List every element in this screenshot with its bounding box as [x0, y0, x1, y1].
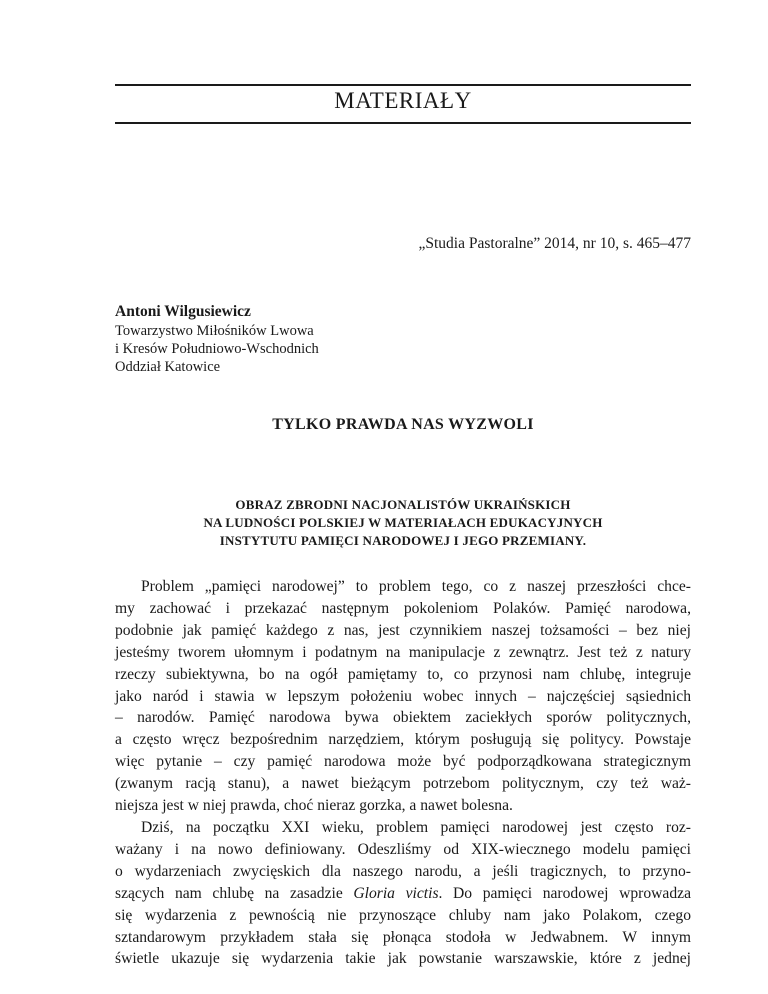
body-line: podobnie jak pamięć każdego z nas, jest czynnikiem naszej tożsamości – bez niej: [115, 621, 691, 639]
body-line: a często wręcz bezpośrednim narzędziem, którym posługują się politycy. Powstaje: [115, 731, 691, 749]
body-line: o wydarzeniach zwycięskich dla naszego narodu, a jeśli tragicznych, to przyno-: [115, 862, 691, 880]
section-title: MATERIAŁY: [334, 88, 472, 113]
body-line: jako naród i stawia w lepszym położeniu wobec innych – najczęściej sąsiednich: [115, 687, 691, 705]
author-block: [115, 302, 319, 376]
body-line: jesteśmy tworem ułomnym i podatnym na manipulacje z zewnątrz. Jest też z natury: [115, 643, 691, 661]
body-line: – narodów. Pamięć narodowa bywa obiektem zaciekłych sporów politycznych,: [115, 709, 691, 727]
subtitle-line: INSTYTUTU PAMIĘCI NARODOWEJ I JEGO PRZEMIANY.: [219, 533, 587, 548]
affiliation-line: i Kresów Południowo-Wschodnich: [115, 341, 319, 357]
body-line: Problem „pamięci narodowej” to problem tego, co z naszej przeszłości chce-: [141, 578, 691, 595]
body-fragment: [115, 885, 691, 902]
body-line-part: szących nam chlubę na zasadzie: [115, 884, 354, 902]
body-line: się wydarzenia z pewnością nie przynoszące chluby nam jako Polakom, czego: [115, 906, 691, 924]
body-line: sztandarowym przykładem stała się płonąca stodoła w Jedwabnem. W innym: [115, 928, 691, 946]
subtitle-line: OBRAZ ZBRODNI NACJONALISTÓW UKRAIŃSKICH: [235, 497, 571, 512]
affiliation-line: Oddział Katowice: [115, 359, 221, 375]
body-line: rzeczy subiektywna, bo na ogół pamiętamy to, co przynosi nam chlubę, integruje: [115, 665, 691, 683]
journal-citation: „Studia Pastoralne” 2014, nr 10, s. 465–477: [418, 235, 691, 252]
subtitle-line: NA LUDNOŚCI POLSKIEJ W MATERIAŁACH EDUKACYJNYCH: [203, 515, 603, 530]
body-line-mixed: [115, 883, 691, 905]
article-subtitle: [115, 496, 691, 550]
author-name: Antoni Wilgusiewicz: [115, 303, 251, 320]
italic-phrase: Gloria victis: [353, 884, 439, 902]
article-title: TYLKO PRAWDA NAS WYZWOLI: [272, 416, 534, 433]
body-line: my zachować i przekazać następnym pokoleniom Polaków. Pamięć narodowa,: [115, 599, 691, 617]
header-rule-bottom: [115, 122, 691, 124]
body-line-part: . Do pamięci narodowej wprowadza: [438, 884, 691, 902]
body-line: Dziś, na początku XXI wieku, problem pamięci narodowej jest często roz-: [141, 818, 691, 836]
affiliation-line: Towarzystwo Miłośników Lwowa: [115, 323, 314, 339]
body-line: więc pytanie – czy pamięć narodowa może być podporządkowana strategicznym: [115, 753, 691, 771]
header-rule-top: [115, 84, 691, 86]
body-line: (zwanym racją stanu), a nawet bieżącym potrzebom politycznym, czy też waż-: [115, 775, 691, 793]
body-line: ważany i na nowo definiowany. Odeszliśmy od XIX-wiecznego modelu pamięci: [115, 840, 691, 858]
article-body: [115, 576, 691, 970]
body-line: świetle ukazuje się wydarzenia takie jak powstanie warszawskie, które z jednej: [115, 950, 691, 968]
body-line: niejsza jest w niej prawda, choć nieraz gorzka, a nawet bolesna.: [115, 797, 513, 815]
